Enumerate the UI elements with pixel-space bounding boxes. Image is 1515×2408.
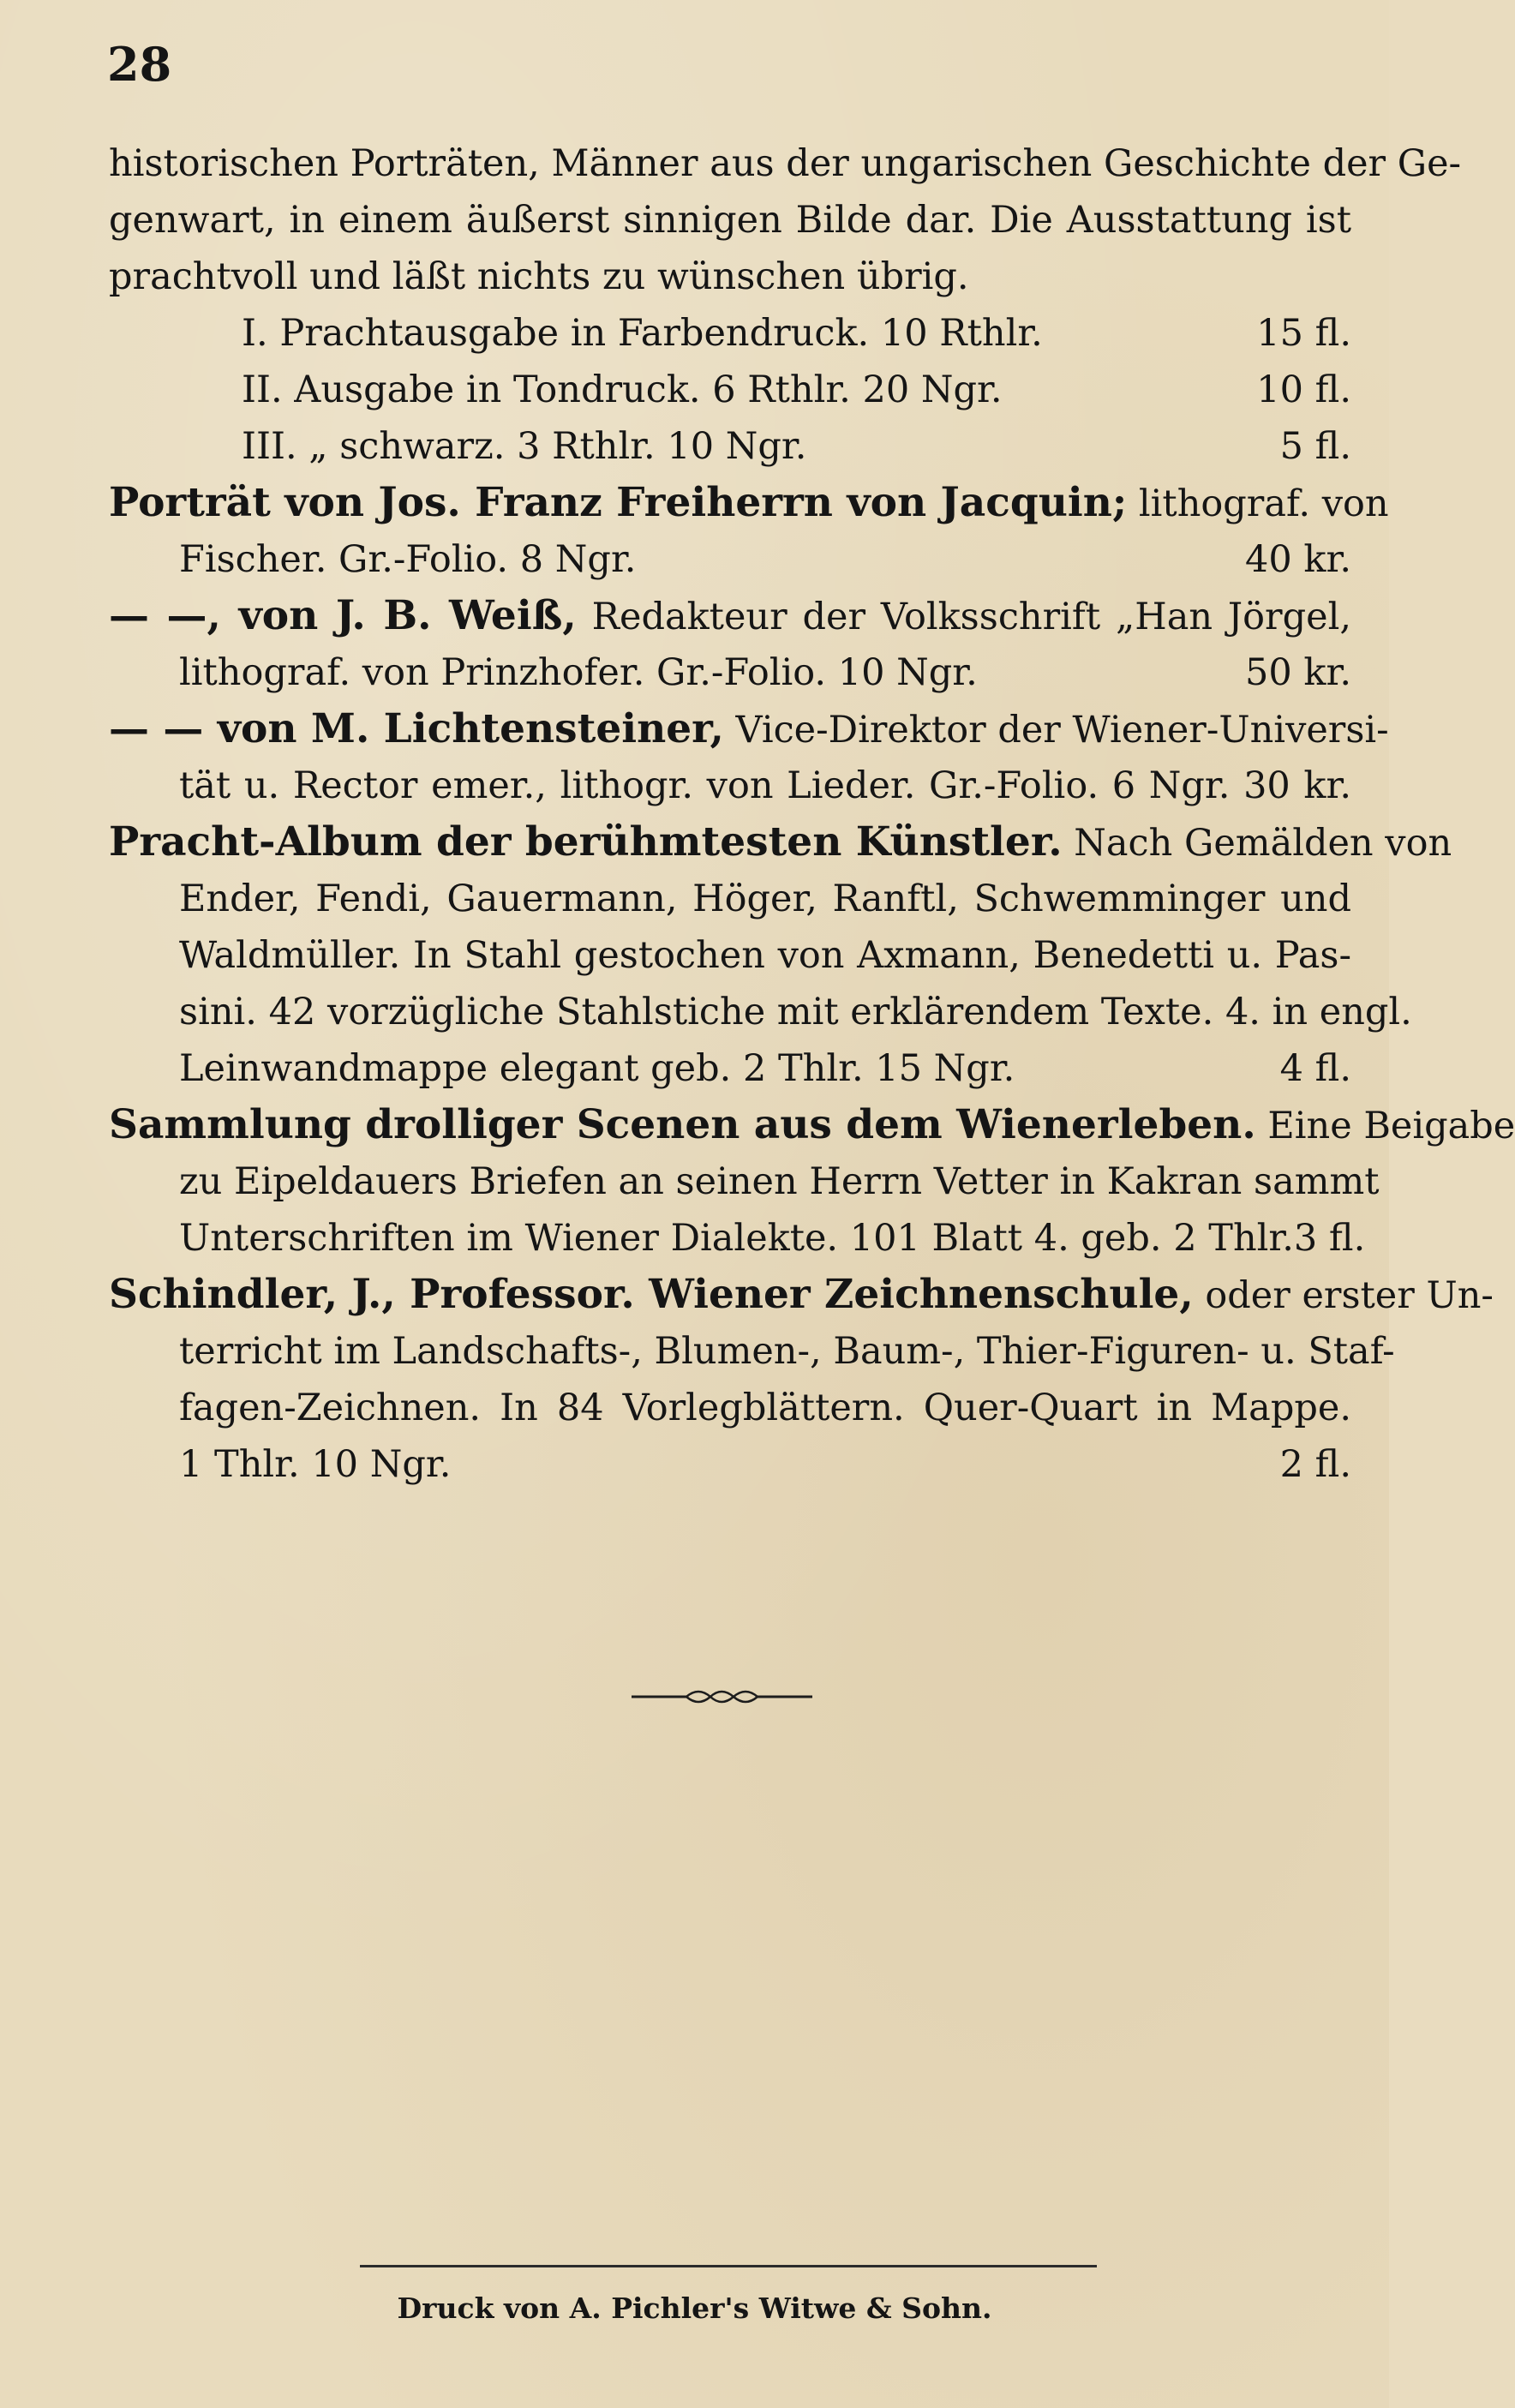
- entry-text: Fischer. Gr.-Folio. 8 Ngr.: [179, 538, 637, 581]
- entry-title: Sammlung drolliger Scenen aus dem Wienerleben.: [109, 1101, 1256, 1148]
- edition-price: 15 fl.: [1256, 312, 1351, 355]
- entry-title: Pracht-Album der berühmtesten Künstler.: [109, 818, 1063, 866]
- entry-text: lithograf. von Prinzhofer. Gr.-Folio. 10 Ngr.: [179, 651, 978, 694]
- intro-line: prachtvoll und läßt nichts zu wünschen übrig.: [109, 255, 969, 298]
- entry-line: Ender, Fendi, Gauermann, Höger, Ranftl, Schwemminger und: [179, 878, 1351, 920]
- entry-line: fagen-Zeichnen. In 84 Vorlegblättern. Quer-Quart in Mappe.: [179, 1387, 1351, 1429]
- entry-line: [109, 644, 1351, 701]
- entry-text: Vice-Direktor der Wiener-Universi-: [723, 709, 1389, 752]
- entry-text: Leinwandmappe elegant geb. 2 Thlr. 15 Ngr.: [179, 1047, 1015, 1090]
- edition-price: 10 fl.: [1256, 368, 1351, 411]
- entry-line: Waldmüller. In Stahl gestochen von Axmann, Benedetti u. Pas-: [179, 934, 1351, 977]
- entry-jacquin: [109, 475, 1389, 531]
- entry-price: 2 fl.: [1279, 1443, 1351, 1486]
- catalog-text: [109, 135, 1515, 1493]
- entry-line: sini. 42 vorzügliche Stahlstiche mit erklärendem Texte. 4. in engl.: [179, 991, 1412, 1033]
- edition-text: I. Prachtausgabe in Farbendruck. 10 Rthlr.: [242, 312, 1043, 355]
- entry-line: tät u. Rector emer., lithogr. von Lieder. Gr.-Folio. 6 Ngr. 30 kr.: [179, 764, 1351, 807]
- entry-title: — — von M. Lichtensteiner,: [109, 705, 724, 752]
- entry-title: Porträt von Jos. Franz Freiherrn von Jacquin;: [109, 479, 1128, 526]
- entry-sammlung: [109, 1097, 1515, 1153]
- intro-line: historischen Porträten, Männer aus der ungarischen Geschichte der Ge-: [109, 142, 1462, 185]
- entry-schindler: [109, 1267, 1494, 1323]
- entry-weiss: [109, 588, 1351, 644]
- edition-price: 5 fl.: [1279, 425, 1351, 468]
- entry-line: [109, 531, 1351, 588]
- entry-price: 40 kr.: [1245, 538, 1351, 581]
- entry-price: 4 fl.: [1279, 1047, 1351, 1090]
- page-number: 28: [107, 37, 172, 92]
- edition-line: [109, 418, 1351, 475]
- entry-text: 1 Thlr. 10 Ngr.: [179, 1443, 452, 1486]
- entry-pracht-album: [109, 814, 1452, 871]
- footer-rule: [360, 2265, 1097, 2267]
- entry-text: lithograf. von: [1127, 482, 1389, 525]
- entry-line: [109, 1436, 1351, 1493]
- entry-line: [109, 1210, 1366, 1267]
- entry-text: Nach Gemälden von: [1062, 822, 1452, 865]
- edition-text: III. „ schwarz. 3 Rthlr. 10 Ngr.: [242, 425, 807, 468]
- entry-price: 3 fl.: [1293, 1217, 1366, 1260]
- printer-imprint: Druck von A. Pichler's Witwe & Sohn.: [397, 2291, 992, 2325]
- entry-title: Schindler, J., Professor. Wiener Zeichnenschule,: [109, 1271, 1194, 1318]
- entry-title: — —, von J. B. Weiß,: [109, 592, 577, 639]
- entry-line: terricht im Landschafts-, Blumen-, Baum-, Thier-Figuren- u. Staf-: [179, 1330, 1395, 1373]
- edition-text: II. Ausgabe in Tondruck. 6 Rthlr. 20 Ngr.: [242, 368, 1003, 411]
- entry-line: zu Eipeldauers Briefen an seinen Herrn Vetter in Kakran sammt: [179, 1160, 1380, 1203]
- entry-text: oder erster Un-: [1193, 1274, 1494, 1317]
- entry-line: [109, 1040, 1351, 1097]
- entry-text: Eine Beigabe: [1255, 1105, 1515, 1147]
- entry-lichtensteiner: [109, 701, 1389, 758]
- entry-price: 50 kr.: [1245, 651, 1351, 694]
- entry-text: Redakteur der Volksschrift „Han Jörgel,: [576, 596, 1351, 638]
- entry-text: Unterschriften im Wiener Dialekte. 101 Blatt 4. geb. 2 Thlr.: [179, 1217, 1294, 1260]
- intro-line: genwart, in einem äußerst sinnigen Bilde dar. Die Ausstattung ist: [109, 199, 1351, 242]
- ornament-divider-icon: [630, 1686, 814, 1707]
- edition-line: [109, 305, 1351, 362]
- edition-line: [109, 362, 1351, 418]
